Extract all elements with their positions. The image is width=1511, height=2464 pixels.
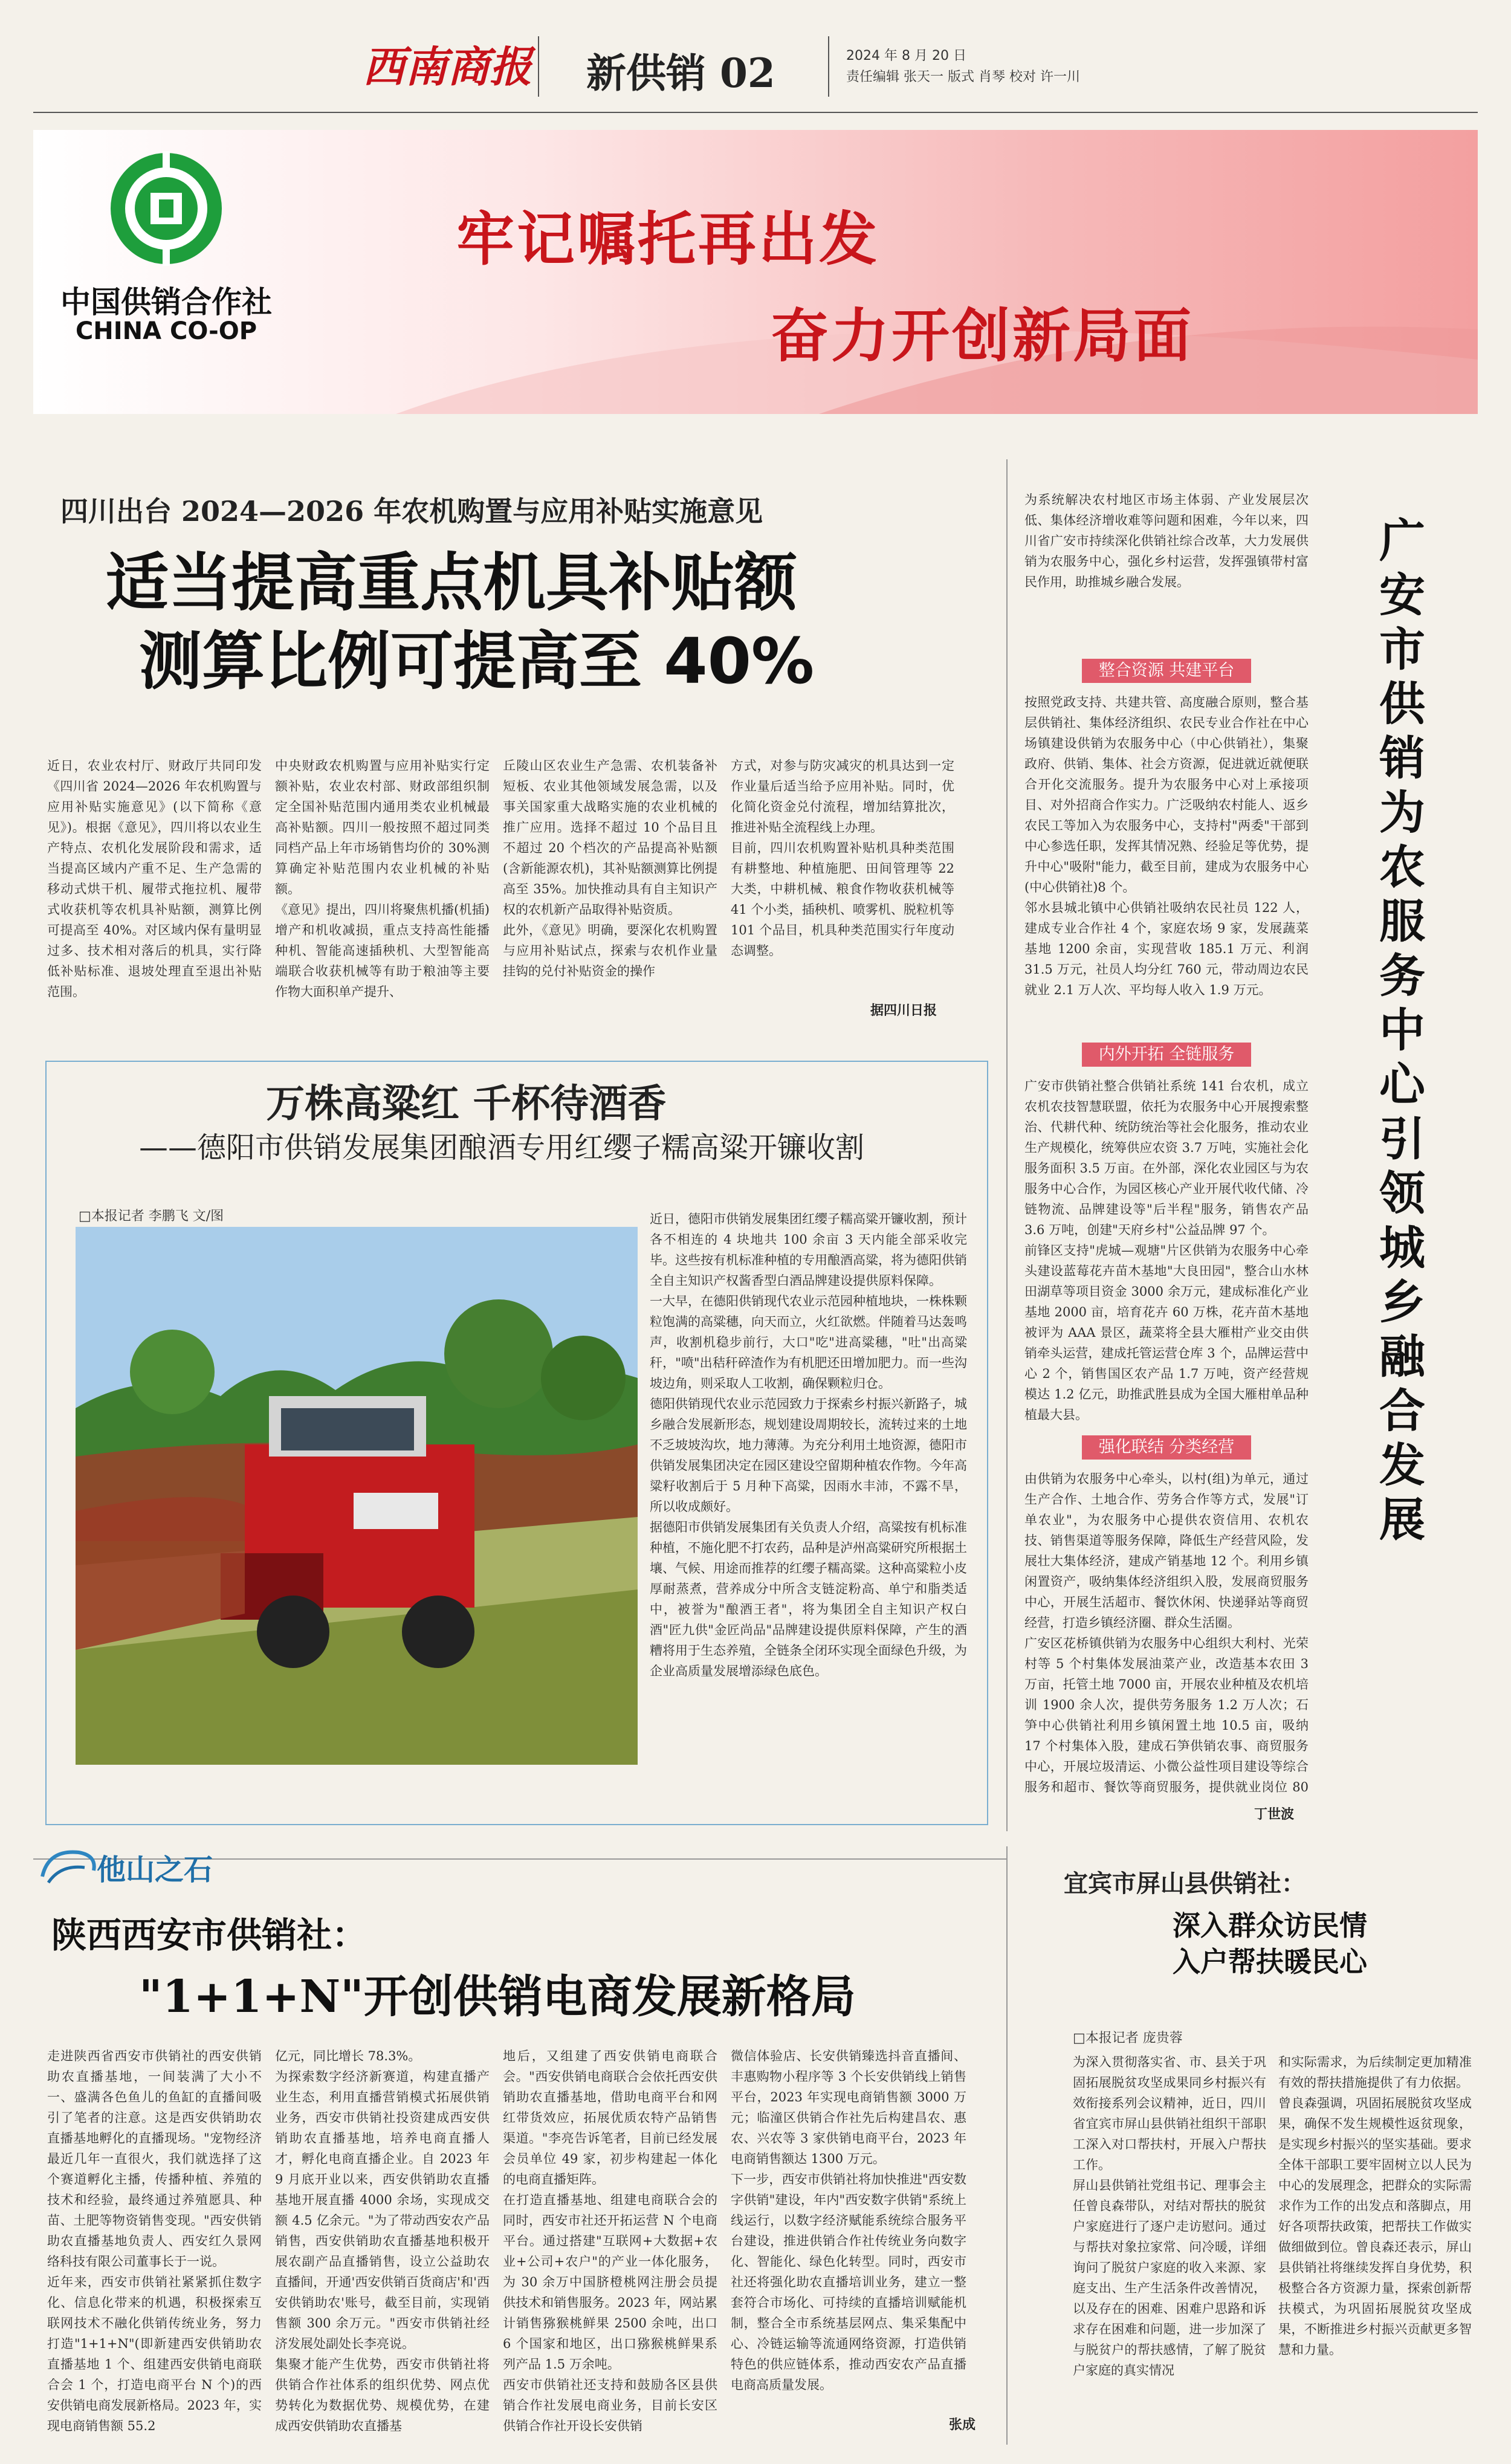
header-rule — [33, 112, 1478, 113]
article1-column-3: 丘陵山区农业生产急需、农机装备补短板、农业其他领域发展急需，以及事关国家重大战略实施的农业机械的推广应用。选择不超过 10 个品目且不超过 20 个档次的产品提高补贴额(含新能源农机)，其补贴额测算比例提高至 35%。加快推动具有自主知识产权的农机新产品取得补贴资质。 此外，《意见》明确，要深化农机购置与应用补贴试点，探索与农机作业量挂钩的兑付补贴资金的操作 — [503, 758, 717, 978]
sidebar-subhead-3: 强化联结 分类经营 — [1082, 1435, 1251, 1460]
header-divider — [538, 36, 539, 97]
article4-divider — [1006, 1846, 1008, 2445]
sidebar-subhead-2: 内外开拓 全链服务 — [1082, 1043, 1251, 1067]
header-divider-2 — [828, 36, 829, 97]
other-mountain-label: 他山之石 — [97, 1853, 213, 1887]
article4-title-line1: 深入群众访民情 — [1173, 1909, 1367, 1942]
article4-column-2: 和实际需求，为后续制定更加精准有效的帮扶措施提供了有力依据。 曾良森强调，巩固拓展脱贫攻坚成果，确保不发生规模性返贫现象，是实现乡村振兴的坚实基础。要求全体干部职工要牢固树立以人民为中心的发展理念，把群众的实际需求作为工作的出发点和落脚点，用好各项帮扶政策，把帮扶工作做实做细做到位。曾良森还表示，屏山县供销社将继续发挥自身优势，积极整合各方资源力量，探索创新帮扶模式，为巩固拓展脱贫攻坚成果，不断推进乡村振兴贡献更多智慧和力量。 — [1278, 2055, 1472, 2357]
sidebar-author: 丁世波 — [1254, 1807, 1295, 1822]
article3-column-4: 微信体验店、长安供销臻选抖音直播间、丰惠购物小程序等 3 个长安供销线上销售平台，2023 年实现电商销售额 3000 万元；临潼区供销合作社先后构建昌农、惠农、兴农等 3 家供销电商平台，2023 年电商销售额达 1300 万元。 下一步，西安市供销社将加快推进"西安数字供销"建设，年内"西安数字供销"系统上线运行，以数字经济赋能系统综合服务平台建设，推进供销合作社传统业务向数字化、智能化、绿色化转型。同时，西安市社还将强化助农直播培训业务，建立一整套符合市场化、可持续的直播培训赋能机制，整合全市系统基层网点、集采集配中心、冷链运输等流通网络资源，打造供销特色的供应链体系，推动西安农产品直播电商高质量发展。 — [731, 2049, 966, 2392]
coop-logo-icon — [100, 148, 233, 269]
article1-column-2: 中央财政农机购置与应用补贴实行定额补贴，农业农村部、财政部组织制定全国补贴范围内通用类农业机械最高补贴额。四川一般按照不超过同类同档产品上年市场销售均价的 30%测算确定补贴范围内农业机械的补贴额。 《意见》提出，四川将聚焦机播(机插)增产和机收减损，重点支持高性能播种机、智能高速插秧机、大型智能高端联合收获机械等有助于粮油等主要作物大面积单产提升、 — [275, 758, 490, 999]
article2-subtitle: ——德阳市供销发展集团酿酒专用红缨子糯高粱开镰收割 — [139, 1131, 865, 1165]
banner — [33, 130, 1478, 414]
harvest-photo-illustration — [76, 1227, 638, 1765]
sidebar-body-3: 由供销为农服务中心牵头，以村(组)为单元，通过生产合作、土地合作、劳务合作等方式，发展"订单农业"，为农服务中心提供农资信用、农机农技、销售渠道等服务保障，降低生产经营风险，发展壮大集体经济，建成产销基地 12 个。利用乡镇闲置资产，吸纳集体经济组织入股，发展商贸服务中心，开展生活超市、餐饮休闲、快递驿站等商贸经营，打造乡镇经济圈、群众生活圈。 广安区花桥镇供销为农服务中心组织大利村、光荣村等 5 个村集体发展油菜产业，改造基本农田 3 万亩，托管土地 7000 亩，开展农业种植及农机培训 1900 余人次，提供劳务服务 1.2 万人次；石笋中心供销社利用乡镇闲置土地 10.5 亩，吸纳 17 个村集体入股，建成石笋供销农事、商贸服务中心，开展垃圾清运、小微公益性项目建设等综合服务和超市、餐饮等商贸服务，提供就业岗位 80 — [1024, 1472, 1309, 1794]
sidebar-body-1: 按照党政支持、共建共管、高度融合原则，整合基层供销社、集体经济组织、农民专业合作社在中心场镇建设供销为农服务中心（中心供销社），集聚政府、供销、集体、社会方资源，促进就近就便联合开化交流服务。提升为农服务中心对上承接项目、对外招商合作实力。广泛吸纳农村能人、返乡农民工等加入为农服务中心，支持村"两委"干部到中心参选任职，发挥其情况熟、经验足等优势，提升中心"吸附"能力，截至目前，建成为农服务中心(中心供销社)8 个。 邻水县城北镇中心供销社吸纳农民社员 122 人，建成专业合作社 4 个，家庭农场 9 家，发展蔬菜基地 1200 余亩，实现营收 185.1 万元、利润 31.5 万元，社员人均分红 760 元，带动周边农民就业 2.1 万人次、平均每人收入 1.9 万元。 — [1024, 695, 1309, 997]
section-title: 新供销 02 — [586, 50, 775, 97]
slogan-line-2: 奋力开创新局面 — [771, 302, 1194, 370]
swirl-icon — [36, 1840, 103, 1895]
article4-title-line2: 入户帮扶暖民心 — [1173, 1945, 1367, 1978]
sidebar-body-2: 广安市供销社整合供销社系统 141 台农机，成立农机农技智慧联盟，依托为农服务中心开展搜索整治、代耕代种、统防统治等社会化服务，推动农业生产规模化，统筹供应农资 3.7 万吨，实施社会化服务面积 3.5 万亩。在外部，深化农业园区与为农服务中心合作，为园区核心产业开展代收代储、冷链物流、品牌建设等"后半程"服务，销售农产品 3.6 万吨，创建"天府乡村"公益品牌 97 个。 前锋区支持"虎城—观塘"片区供销为农服务中心牵头建设蓝莓花卉苗木基地"大良田园"，整合山水林田湖草等项目资金 3000 余万元，建成标准化产业基地 2000 亩，培育花卉 60 万株，花卉苗木基地被评为 AAA 景区，蔬菜将全县大雁柑产业交由供销牵头运营，建成托管运营仓库 3 个，品牌运营中心 2 个，销售国区农产品 1.7 万吨，资产经营规模达 1.2 亿元，助推武胜县成为全国大雁柑单品种植最大县。 — [1024, 1079, 1309, 1422]
article3-title-line1: 陕西西安市供销社： — [51, 1915, 367, 1956]
sidebar-vertical-title: 广安市供销为农服务中心引领城乡融合发展 — [1379, 514, 1425, 1547]
article1-kicker: 四川出台 2024—2026 年农机购置与应用补贴实施意见 — [60, 495, 763, 528]
sidebar-subhead-1: 整合资源 共建平台 — [1082, 659, 1251, 683]
slogan-line-1: 牢记嘱托再出发 — [456, 205, 879, 273]
coop-name-cn: 中国供销合作社 — [60, 285, 272, 320]
article1-title-line2: 测算比例可提高至 40% — [139, 624, 815, 698]
sidebar-intro: 为系统解决农村地区市场主体弱、产业发展层次低、集体经济增收难等问题和困难，今年以来，四川省广安市持续深化供销社综合改革，大力发展供销为农服务中心，强化乡村运营，发挥强镇带村富民作用，助推城乡融合发展。 — [1024, 493, 1309, 589]
article3-column-2: 亿元，同比增长 78.3%。 为探索数字经济新赛道，构建直播产业生态，利用直播营销模式拓展供销业务，西安市供销社投资建成西安供销助农直播基地，培养电商直播人才，孵化电商直播企业。自 2023 年 9 月底开业以来，西安供销助农直播基地开展直播 4000 余场，实现成交额 4.5 亿余元。"为了带动西安农产品销售，西安供销助农直播基地积极开展农副产品直播销售，设立公益助农直播间，开通'西安供销百货商店'和'西安供销助农'账号，截至目前，实现销售额 300 余万元。"西安市供销社经济发展处副处长李亮说。 集聚才能产生优势，西安市供销社将供销合作社体系的组织优势、网点优势转化为数据优势、规模优势，在建成西安供销助农直播基 — [275, 2049, 490, 2433]
masthead-logo: 西南商报 — [363, 42, 532, 92]
article1-title-line1: 适当提高重点机具补贴额 — [106, 546, 798, 619]
article1-source: 据四川日报 — [870, 1003, 937, 1018]
sidebar-divider — [1006, 459, 1008, 1831]
article4-kicker: 宜宾市屏山县供销社： — [1064, 1870, 1306, 1898]
article4-column-1: 为深入贯彻落实省、市、县关于巩固拓展脱贫攻坚成果同乡村振兴有效衔接系列会议精神，近日，四川省宜宾市屏山县供销社组织干部职工深入对口帮扶村，开展入户帮扶工作。 屏山县供销社党组书记、理事会主任曾良森带队，对结对帮扶的脱贫户家庭进行了逐户走访慰问。通过与帮扶对象拉家常、问冷暖，详细询问了脱贫户家庭的收入来源、家庭支出、生产生活条件改善情况，以及存在的困难、困难户思路和诉求存在困难和问题，进一步加深了与脱贫户的帮扶感情，了解了脱贫户家庭的真实情况 — [1073, 2055, 1266, 2378]
article4-byline: □本报记者 庞贵蓉 — [1073, 2031, 1183, 2046]
article2-title: 万株高粱红 千杯待酒香 — [266, 1082, 667, 1127]
article3-title-line2: "1+1+N"开创供销电商发展新格局 — [139, 1971, 856, 2023]
article3-author: 张成 — [949, 2417, 976, 2433]
article3-column-3: 地后，又组建了西安供销电商联合会。"西安供销电商联合会依托西安供销助农直播基地，借助电商平台和网红带货效应，拓展优质农特产品销售渠道。"李亮告诉笔者，目前已经发展会员单位 49 家，初步构建起一体化的电商直播矩阵。 在打造直播基地、组建电商联合会的同时，西安市社还开拓运营 N 个电商平台。通过搭建"互联网+大数据+农业+公司+农户"的产业一体化服务，为 30 余万中国脐橙桃网注册会员提供技术和销售服务。2023 年，网站累计销售猕猴桃鲜果 2500 余吨，出口 6 个国家和地区，出口猕猴桃鲜果系列产品 1.5 万余吨。 西安市供销社还支持和鼓励各区县供销合作社发展电商业务，目前长安区供销合作社开设长安供销 — [503, 2049, 717, 2433]
editors-credit: 责任编辑 张天一 版式 肖琴 校对 许一川 — [846, 70, 1080, 85]
harvest-photo — [76, 1227, 638, 1765]
article1-column-1: 近日，农业农村厅、财政厅共同印发《四川省 2024—2026 年农机购置与应用补贴实施意见》(以下简称《意见》)。根据《意见》，四川将以农业生产特点、农机化发展阶段和需求，适当提高区域内产重不足、生产急需的移动式烘干机、履带式拖拉机、履带式收获机等农机具补贴额，测算比例可提高至 40%。对区域内保有量明显过多、技术相对落后的机具，实行降低补贴标准、退坡处理直至退出补贴范围。 — [47, 758, 262, 999]
coop-name-en: CHINA CO-OP — [75, 317, 257, 345]
article3-column-1: 走进陕西省西安市供销社的西安供销助农直播基地，一间装满了大小不一、盛满各色鱼儿的鱼缸的直播间吸引了笔者的注意。这是西安供销助农直播基地孵化的直播现场。"宠物经济最近几年一直很火，我们就选择了这个赛道孵化主播，传播种植、养殖的技术和经验，最终通过养殖愿具、种苗、土肥等物资销售变现。"西安供销助农直播基地负责人、西安红久景网络科技有限公司董事长于一说。 近年来，西安市供销社紧紧抓住数字化、信息化带来的机遇，积极探索互联网技术不融化供销传统业务，努力打造"1+1+N"(即新建西安供销助农直播基地 1 个、组建西安供销电商联合会 1 个，打造电商平台 N 个)的西安供销电商发展新格局。2023 年，实现电商销售额 55.2 — [47, 2049, 262, 2433]
issue-date: 2024 年 8 月 20 日 — [846, 48, 966, 63]
article2-byline: □本报记者 李鹏飞 文/图 — [79, 1209, 224, 1224]
article2-body: 近日，德阳市供销发展集团红缨子糯高粱开镰收割，预计各不相连的 4 块地共 100 余亩 3 天内能全部采收完毕。这些按有机标准种植的专用酿酒高粱，将为德阳供销全自主知识产权酱香型白酒品牌建设提供原料保障。 一大早，在德阳供销现代农业示范园种植地块，一株株颗粒饱满的高粱穗，向天而立，火红欲燃。伴随着马达轰鸣声，收割机稳步前行，大口"吃"进高粱穗，"吐"出高粱秆，"喷"出秸秆碎渣作为有机肥还田增加肥力。而一些沟坡边角，则采取人工收割，确保颗粒归仓。 德阳供销现代农业示范园致力于探索乡村振兴新路子，城乡融合发展新形态，规划建设周期较长，流转过来的土地不乏坡坡沟坎，地力薄薄。为充分利用土地资源，德阳市供销发展集团决定在园区建设空留期种植农作物。今年高粱籽收割后于 5 月种下高粱，因雨水丰沛，不露不旱，所以收成颇好。 据德阳市供销发展集团有关负责人介绍，高粱按有机标准种植，不施化肥不打农药，品种是泸州高粱研究所根据土壤、气候、用途而推荐的红缨子糯高粱。这种高粱粒小皮厚耐蒸煮，营养成分中所含支链淀粉高、单宁和脂类适中，被誉为"酿酒王者"，将为集团全自主知识产权白酒"匠九供"金匠尚品"品牌建设提供原料保障，产生的酒糟将用于生态养殖，全链条全闭环实现全面绿色升级，为企业高质量发展增添绿色底色。 — [650, 1212, 967, 1678]
article1-column-4: 方式，对参与防灾减灾的机具达到一定作业量后适当给予应用补贴。同时，优化简化资金兑付流程，增加结算批次，推进补贴全流程线上办理。 目前，四川农机购置补贴机具种类范围有耕整地、种植施肥、田间管理等 22 大类，中耕机械、粮食作物收获机械等 41 个小类，插秧机、喷雾机、脱粒机等 101 个品目，机具种类范围实行年度动态调整。 — [731, 758, 954, 958]
